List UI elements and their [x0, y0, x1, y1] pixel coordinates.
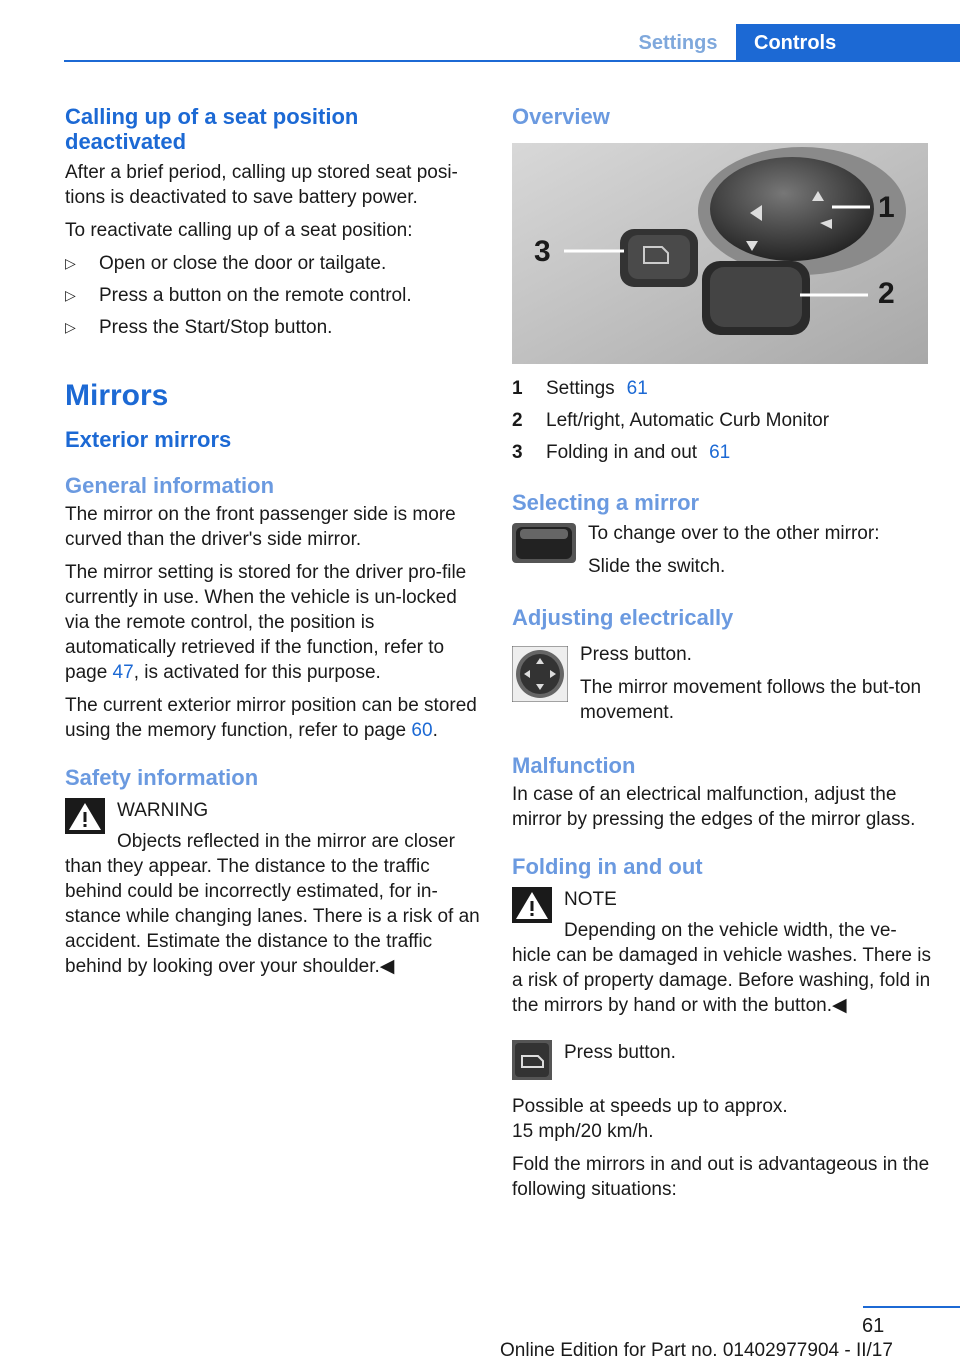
- fold-advantage-paragraph: Fold the mirrors in and out is advantageous in the following situations:: [512, 1154, 930, 1200]
- slide-switch-icon: [512, 523, 576, 563]
- warning-text: Objects reflected in the mirror are closer than they appear. The distance to the traffic behind could be incorrectly estimated, for in-stance while changing lanes. There is a risk of an accident. Estimate the distance to the traffic behind by looking over your shoulder.◀: [65, 831, 480, 977]
- mirror-controls-photo: [512, 143, 928, 364]
- fold-button-block: [512, 1040, 932, 1080]
- selecting-block: [512, 523, 932, 587]
- adjusting-block: [512, 642, 932, 733]
- callout-row: 2 Left/right, Automatic Curb Monitor: [512, 410, 830, 431]
- tab-controls[interactable]: Controls: [736, 24, 960, 62]
- adjusting-paragraph-2: The mirror movement follows the but-ton movement.: [580, 677, 922, 723]
- footer-rule: [863, 1306, 960, 1308]
- warning-triangle-icon: [512, 887, 552, 923]
- page-link-60[interactable]: 60: [411, 720, 433, 741]
- selecting-paragraph-2: Slide the switch.: [588, 556, 726, 577]
- triangle-bullet-icon: ▷: [65, 255, 76, 271]
- list-item: ▷ Press a button on the remote control.: [65, 285, 412, 306]
- calling-paragraph-2: To reactivate calling up of a seat position:: [65, 220, 413, 241]
- reactivate-list: [65, 251, 480, 340]
- triangle-bullet-icon: ▷: [65, 319, 76, 335]
- svg-text:3: 3: [534, 235, 551, 268]
- page-link-61[interactable]: 61: [626, 378, 648, 399]
- note-block: [512, 887, 932, 1018]
- fold-mirror-button-icon: [512, 1040, 552, 1080]
- list-item: ▷ Open or close the door or tailgate.: [65, 253, 387, 274]
- page-link-61[interactable]: 61: [709, 442, 731, 463]
- page-number: 61: [862, 1315, 885, 1337]
- safety-info-title: Safety information: [65, 765, 259, 790]
- right-column: [512, 104, 932, 1210]
- selecting-paragraph-1: To change over to the other mirror:: [588, 523, 880, 544]
- callout-row: 1 Settings 61: [512, 378, 648, 399]
- list-item: ▷ Press the Start/Stop button.: [65, 317, 333, 338]
- mirrors-title: Mirrors: [65, 379, 169, 412]
- press-button-text: Press button.: [564, 1042, 676, 1063]
- adjusting-title: Adjusting electrically: [512, 605, 734, 630]
- general-info-title: General information: [65, 473, 275, 498]
- speed-paragraph: Possible at speeds up to approx. 15 mph/20 km/h.: [512, 1096, 788, 1142]
- tab-settings[interactable]: Settings: [638, 31, 718, 54]
- warning-triangle-icon: [65, 798, 105, 834]
- malfunction-title: Malfunction: [512, 753, 636, 778]
- general-paragraph-2: The mirror setting is stored for the driver pro-file currently in use. When the vehicle is un-locked via the remote control, the position is automatically retrieved if the function, refer to page 47, is activated for this purpose.: [65, 562, 467, 683]
- malfunction-paragraph: In case of an electrical malfunction, adjust the mirror by pressing the edges of the mirror glass.: [512, 784, 916, 830]
- adjusting-paragraph-1: Press button.: [580, 644, 692, 665]
- page-link-47[interactable]: 47: [112, 662, 134, 683]
- calling-paragraph-1: After a brief period, calling up stored seat posi-tions is deactivated to save battery power.: [65, 162, 458, 208]
- callout-row: 3 Folding in and out 61: [512, 442, 731, 463]
- header-rule: [64, 60, 960, 62]
- selecting-mirror-title: Selecting a mirror: [512, 490, 700, 515]
- note-label: NOTE: [564, 889, 617, 910]
- triangle-bullet-icon: ▷: [65, 287, 76, 303]
- warning-label: WARNING: [117, 800, 209, 821]
- left-column: [65, 104, 480, 987]
- svg-text:1: 1: [878, 191, 895, 224]
- note-text: Depending on the vehicle width, the ve-hicle can be damaged in vehicle washes. There is a risk of property damage. Before washing, fold in the mirrors by hand or with the button.◀: [512, 920, 931, 1016]
- general-paragraph-1: The mirror on the front passenger side is more curved than the driver's side mirror.: [65, 504, 456, 550]
- general-paragraph-3: The current exterior mirror position can be stored using the memory function, refer to page 60.: [65, 695, 477, 741]
- four-way-button-icon: [512, 646, 568, 702]
- exterior-mirrors-title: Exterior mirrors: [65, 427, 232, 452]
- calling-title: Calling up of a seat position deactivated: [65, 104, 359, 154]
- svg-text:2: 2: [878, 277, 895, 310]
- overview-title: Overview: [512, 104, 610, 129]
- folding-title: Folding in and out: [512, 854, 703, 879]
- edition-footer: Online Edition for Part no. 01402977904 - II/17: [500, 1340, 893, 1361]
- warning-block: [65, 798, 480, 979]
